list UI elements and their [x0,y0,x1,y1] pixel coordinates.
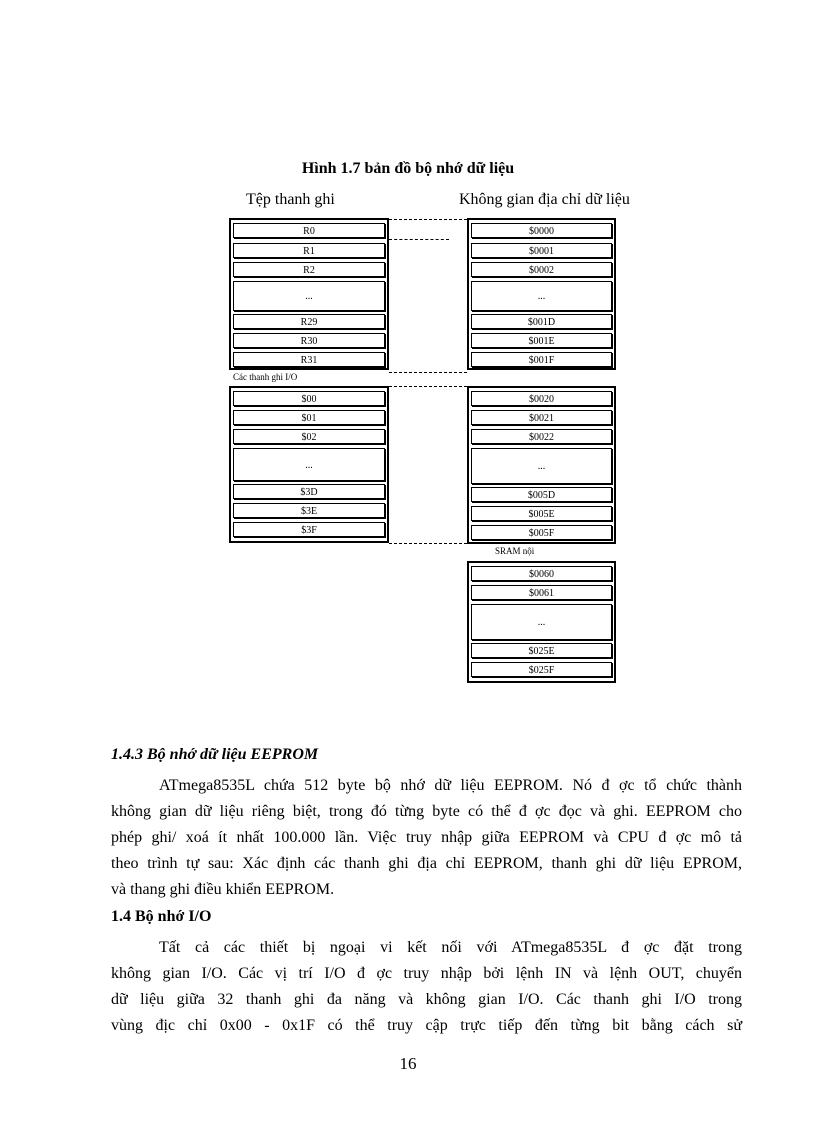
paragraph-line: theo trình tự sau: Xác định các thanh ghi địa chỉ EEPROM, thanh ghi dữ liệu EPROM, [111,855,742,872]
address-cell: $001F [471,352,612,367]
register-cell: R31 [233,352,385,367]
connector-line [389,372,467,373]
sram-cell: $0060 [471,566,612,581]
address-cell: $0001 [471,243,612,258]
register-file-block [229,218,389,370]
io-register-cell: $3F [233,522,385,537]
register-cell-ellipsis: ... [233,281,385,311]
address-cell: $005F [471,525,612,540]
address-cell: $0002 [471,262,612,277]
section-heading-eeprom: 1.4.3 Bộ nhớ dữ liệu EEPROM [111,746,319,763]
connector-line [389,219,467,220]
address-cell: $0021 [471,410,612,425]
address-block-general [467,218,616,370]
connector-line [389,543,467,544]
address-cell: $005E [471,506,612,521]
paragraph-line: ATmega8535L chứa 512 byte bộ nhớ dữ liệu EEPROM. Nó đ ợc tổ chức thành [159,777,742,794]
address-cell: $0020 [471,391,612,406]
section-heading-io-memory: 1.4 Bộ nhớ I/O [111,908,212,925]
io-register-cell-ellipsis: ... [233,448,385,481]
register-cell: R0 [233,223,385,238]
address-block-io [467,386,616,544]
address-cell: $0022 [471,429,612,444]
paragraph-line: Tất cả các thiết bị ngoại vi kết nối với ATmega8535L đ ợc đặt trong [159,939,742,956]
paragraph-line: không gian dữ liệu riêng biệt, trong đó từng byte có thể đ ợc đọc và ghi. EEPROM cho [111,803,742,820]
sram-cell: $025E [471,643,612,658]
register-file-label: Tệp thanh ghi [246,191,335,208]
sram-cell: $0061 [471,585,612,600]
address-cell-ellipsis: ... [471,448,612,484]
io-memory-paragraph [111,935,742,1039]
io-register-cell: $00 [233,391,385,406]
address-cell: $001D [471,314,612,329]
paragraph-line: vùng địc chỉ 0x00 - 0x1F có thể truy cập trực tiếp đến từng bit bằng cách sử [111,1017,742,1034]
sram-cell-ellipsis: ... [471,604,612,640]
address-cell-ellipsis: ... [471,281,612,311]
data-address-space-label: Không gian địa chỉ dữ liệu [459,191,630,208]
paragraph-line: dữ liệu giữa 32 thanh ghi đa năng và không gian I/O. Các thanh ghi I/O trong [111,991,742,1008]
register-cell: R30 [233,333,385,348]
register-cell: R1 [233,243,385,258]
io-register-cell: $01 [233,410,385,425]
sram-cell: $025F [471,662,612,677]
sram-block [467,561,616,683]
io-register-cell: $3E [233,503,385,518]
register-cell: R29 [233,314,385,329]
figure-title: Hình 1.7 bản đồ bộ nhớ dữ liệu [301,160,515,177]
connector-line [389,239,449,240]
paragraph-line: không gian I/O. Các vị trí I/O đ ợc truy nhập bởi lệnh IN và lệnh OUT, chuyển [111,965,742,982]
register-cell: R2 [233,262,385,277]
address-cell: $001E [471,333,612,348]
io-register-cell: $3D [233,484,385,499]
connector-line [389,386,467,387]
address-cell: $0000 [471,223,612,238]
io-register-block [229,386,389,543]
eeprom-paragraph [111,773,742,903]
address-cell: $005D [471,487,612,502]
io-registers-label: Các thanh ghi I/O [233,372,298,382]
sram-label: SRAM nội [495,546,535,556]
paragraph-line: phép ghi/ xoá ít nhất 100.000 lần. Việc truy nhập giữa EEPROM và CPU đ ợc mô tả [111,829,742,846]
io-register-cell: $02 [233,429,385,444]
paragraph-line: và thang ghi điều khiển EEPROM. [111,881,335,898]
page-number: 16 [399,1054,417,1073]
